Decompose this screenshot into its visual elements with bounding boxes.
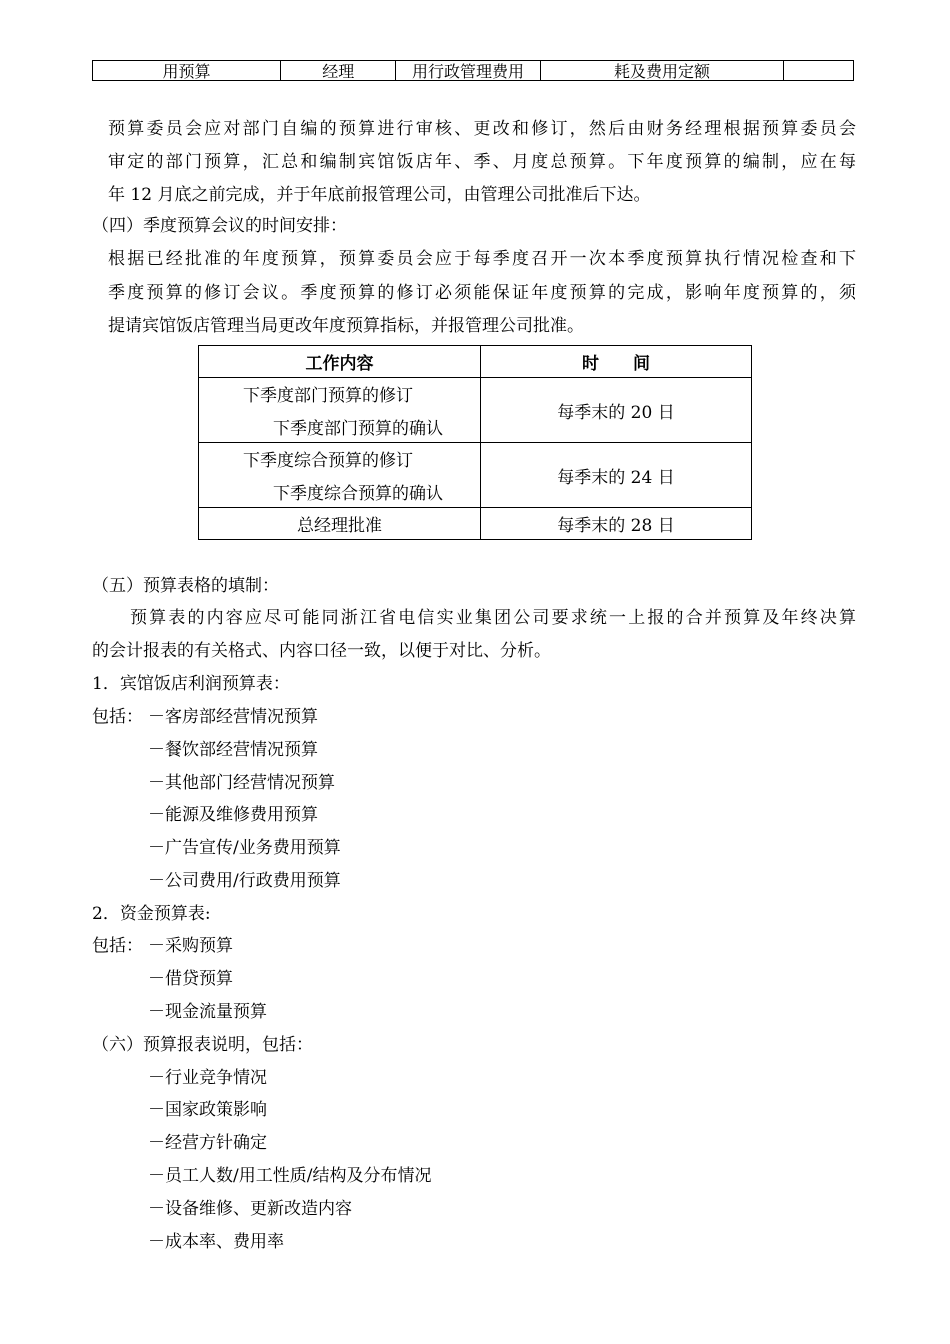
work-item: 下季度综合预算的修订 [243,451,413,471]
list-item: －餐饮部经营情况预算 [148,740,318,760]
top-cell: 经理 [281,61,396,80]
paragraph-line: 预算委员会应对部门自编的预算进行审核、更改和修订，然后由财务经理根据预算委员会 [108,119,856,139]
list-item: －客房部经营情况预算 [148,707,318,727]
list-item: －国家政策影响 [148,1100,267,1120]
table-row [199,443,752,508]
time-cell: 每季末的 20 日 [481,378,752,443]
list-prefix: 包括： [92,936,143,956]
list-item: －能源及维修费用预算 [148,805,318,825]
list-prefix: 包括： [92,707,143,727]
paragraph-line: 季度预算的修订会议。季度预算的修订必须能保证年度预算的完成，影响年度预算的，须 [108,283,856,303]
list-title: 2．资金预算表: [92,904,211,924]
table-row [199,378,752,443]
top-cell: 用行政管理费用 [396,61,540,80]
work-item: 下季度部门预算的修订 [243,386,413,406]
time-cell: 每季末的 28 日 [481,508,752,540]
paragraph-line: 审定的部门预算，汇总和编制宾馆饭店年、季、月度总预算。下年度预算的编制，应在每 [108,152,856,172]
top-cell: 用预算 [93,61,281,80]
list-item: －员工人数/用工性质/结构及分布情况 [148,1166,432,1186]
list-item: －借贷预算 [148,969,233,989]
column-header: 时 间 [481,346,752,378]
list-item: －采购预算 [148,936,233,956]
top-cell: 耗及费用定额 [541,61,785,80]
section-heading: （六）预算报表说明，包括： [92,1035,313,1055]
list-item: －公司费用/行政费用预算 [148,871,341,891]
work-cell [199,378,481,443]
paragraph-line: 提请宾馆饭店管理当局更改年度预算指标，并报管理公司批准。 [108,316,584,336]
paragraph-line: 根据已经批准的年度预算，预算委员会应于每季度召开一次本季度预算执行情况检查和下 [108,249,856,269]
list-item: －广告宣传/业务费用预算 [148,838,341,858]
time-cell: 每季末的 24 日 [481,443,752,508]
top-cell [784,61,853,80]
paragraph-line: 年 12 月底之前完成，并于年底前报管理公司，由管理公司批准后下达。 [108,185,651,205]
list-title: 1．宾馆饭店利润预算表： [92,674,290,694]
list-item: －行业竞争情况 [148,1068,267,1088]
section-heading: （四）季度预算会议的时间安排： [92,216,347,236]
schedule-table [198,345,752,540]
column-header: 工作内容 [199,346,481,378]
table-row [199,508,752,540]
list-item: －经营方针确定 [148,1133,267,1153]
top-table-row [92,60,854,81]
work-cell [199,443,481,508]
list-item: －成本率、费用率 [148,1232,284,1252]
work-item: 下季度综合预算的确认 [273,484,443,504]
list-item: －设备维修、更新改造内容 [148,1199,352,1219]
list-item: －其他部门经营情况预算 [148,773,335,793]
list-item: －现金流量预算 [148,1002,267,1022]
paragraph-line: 的会计报表的有关格式、内容口径一致，以便于对比、分析。 [92,641,551,661]
table-header-row [199,346,752,378]
paragraph-line: 预算表的内容应尽可能同浙江省电信实业集团公司要求统一上报的合并预算及年终决算 [130,608,856,628]
work-item: 下季度部门预算的确认 [273,419,443,439]
work-cell: 总经理批准 [199,508,481,540]
section-heading: （五）预算表格的填制： [92,576,279,596]
